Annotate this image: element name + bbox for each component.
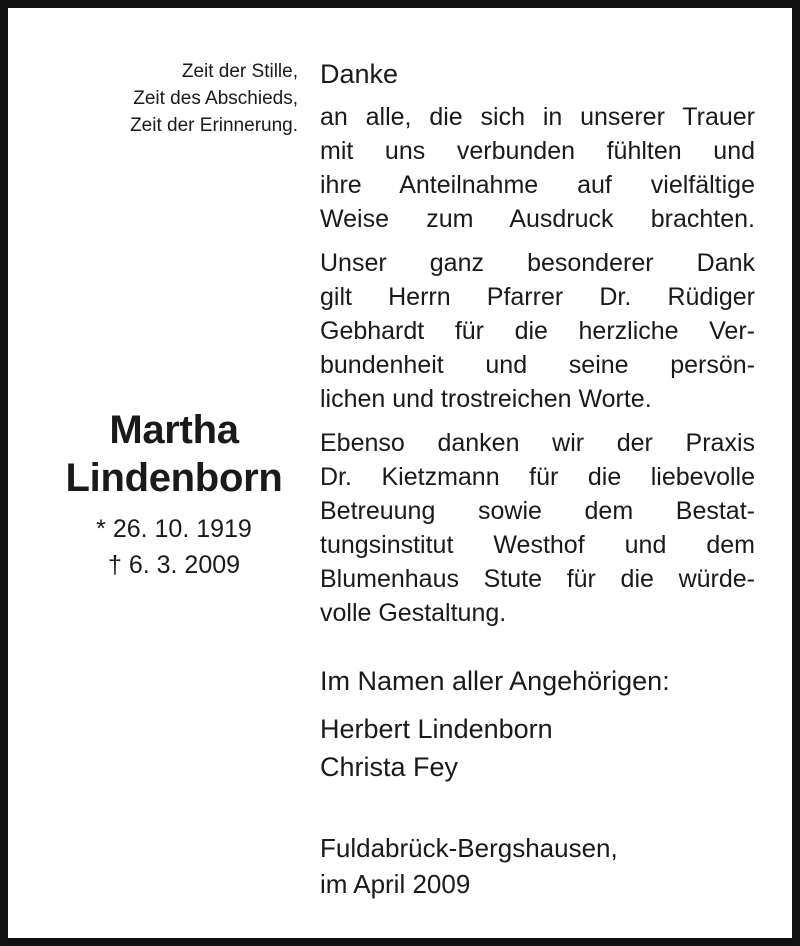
text-line: lichen und trostreichen Worte. <box>320 385 652 413</box>
text-line: Ebenso danken wir der Praxis <box>320 429 755 457</box>
thanks-title: Danke <box>320 59 399 89</box>
motto-line: Zeit der Stille, <box>181 61 298 82</box>
signature-names <box>320 710 755 786</box>
motto-line: Zeit der Erinnerung. <box>130 115 298 136</box>
deceased-name <box>18 406 330 502</box>
place-date <box>320 830 755 902</box>
motto <box>38 58 298 139</box>
text-line: Blumenhaus Stute für die würde- <box>320 565 755 593</box>
text-line: an alle, die sich in unserer Trauer <box>320 103 755 131</box>
first-name: Martha <box>109 408 239 452</box>
death-date: † 6. 3. 2009 <box>107 551 241 579</box>
thanks-paragraph-1 <box>320 100 755 236</box>
text-line: bundenheit und seine persön- <box>320 351 755 379</box>
text-line: tungsinstitut Westhof und dem <box>320 531 755 559</box>
thanks-paragraph-2 <box>320 246 755 416</box>
signatory-name: Herbert Lindenborn <box>320 714 553 744</box>
text-line: Gebhardt für die herzliche Ver- <box>320 317 755 345</box>
signature-intro: Im Namen aller Angehörigen: <box>320 666 670 696</box>
text-line: mit uns verbunden fühlten und <box>320 137 755 165</box>
motto-line: Zeit des Abschieds, <box>133 88 298 109</box>
text-line: Betreuung sowie dem Bestat- <box>320 497 755 525</box>
signatory-name: Christa Fey <box>320 752 459 782</box>
thanks-paragraph-3 <box>320 426 755 630</box>
text-line: Dr. Kietzmann für die liebevolle <box>320 463 755 491</box>
text-line: volle Gestaltung. <box>320 599 507 627</box>
last-name: Lindenborn <box>65 456 283 500</box>
date: im April 2009 <box>320 869 471 899</box>
text-line: Weise zum Ausdruck brachten. <box>320 205 755 233</box>
text-line: gilt Herrn Pfarrer Dr. Rüdiger <box>320 283 755 311</box>
text-line: ihre Anteilnahme auf vielfältige <box>320 171 755 199</box>
birth-date: * 26. 10. 1919 <box>96 515 252 543</box>
life-dates <box>18 511 330 583</box>
place: Fuldabrück-Bergshausen, <box>320 833 618 863</box>
text-line: Unser ganz besonderer Dank <box>320 249 755 277</box>
